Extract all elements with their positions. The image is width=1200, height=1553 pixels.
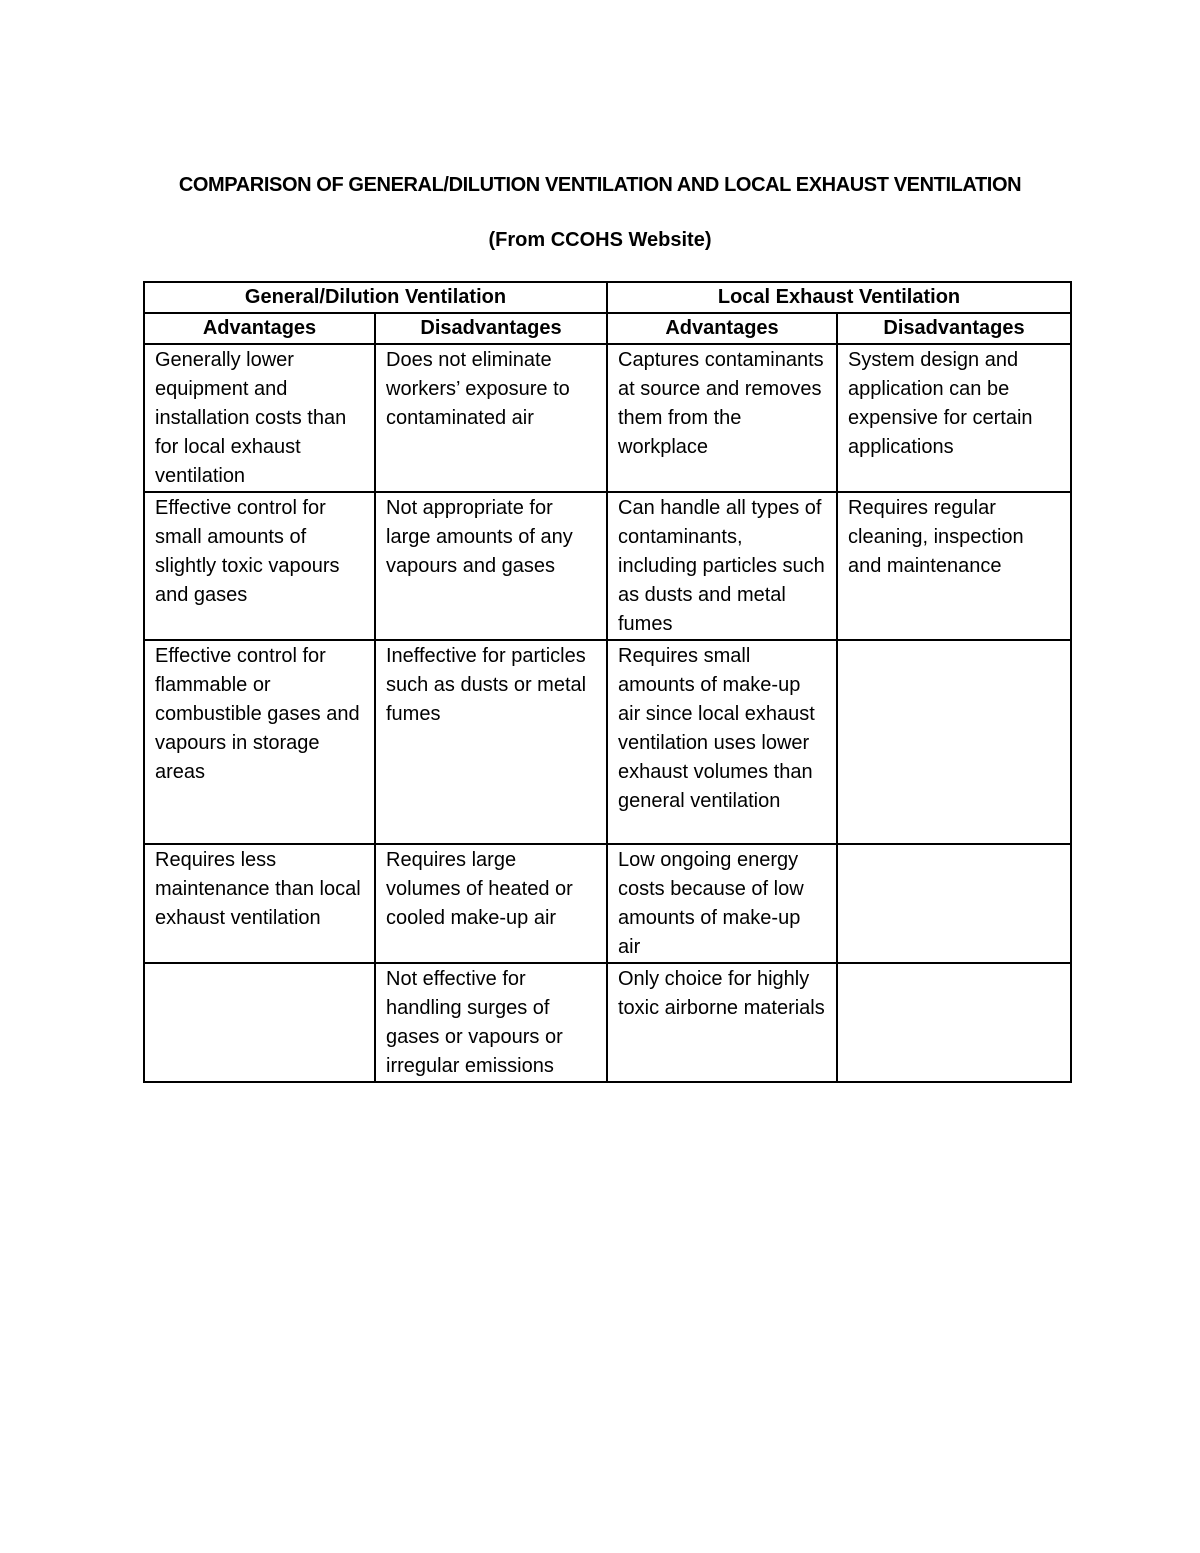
table-cell: Captures contaminants at source and removes them from the workplace [607,344,837,492]
table-cell: Not appropriate for large amounts of any vapours and gases [375,492,607,640]
comparison-table [143,281,1072,1083]
group-header-general-dilution: General/Dilution Ventilation [144,282,607,313]
table-cell: Not effective for handling surges of gases or vapours or irregular emissions [375,963,607,1082]
group-header-row [144,282,1071,313]
table-row [144,963,1071,1082]
column-header-local-advantages: Advantages [607,313,837,344]
column-header-general-advantages: Advantages [144,313,375,344]
table-cell: Requires less maintenance than local exhaust ventilation [144,844,375,963]
table-cell: System design and application can be expensive for certain applications [837,344,1071,492]
column-header-general-disadvantages: Disadvantages [375,313,607,344]
table-cell: Ineffective for particles such as dusts or metal fumes [375,640,607,844]
table-row [144,344,1071,492]
table-cell [837,640,1071,844]
table-cell: Can handle all types of contaminants, including particles such as dusts and metal fumes [607,492,837,640]
table-cell [837,963,1071,1082]
table-cell: Requires small amounts of make-up air since local exhaust ventilation uses lower exhaust volumes than general ventilation [607,640,837,844]
table-row [144,640,1071,844]
table-row [144,844,1071,963]
page-subtitle: (From CCOHS Website) [488,229,712,251]
table-cell: Requires regular cleaning, inspection and maintenance [837,492,1071,640]
table-row [144,492,1071,640]
table-cell: Only choice for highly toxic airborne materials [607,963,837,1082]
table-cell: Does not eliminate workers’ exposure to contaminated air [375,344,607,492]
column-header-local-disadvantages: Disadvantages [837,313,1071,344]
page-title: COMPARISON OF GENERAL/DILUTION VENTILATION AND LOCAL EXHAUST VENTILATION [178,174,1022,196]
group-header-local-exhaust: Local Exhaust Ventilation [607,282,1071,313]
table-cell: Effective control for small amounts of slightly toxic vapours and gases [144,492,375,640]
column-header-row [144,313,1071,344]
table-cell [144,963,375,1082]
table-cell [837,844,1071,963]
table-cell: Generally lower equipment and installation costs than for local exhaust ventilation [144,344,375,492]
table-cell: Low ongoing energy costs because of low amounts of make-up air [607,844,837,963]
table-cell: Requires large volumes of heated or cooled make-up air [375,844,607,963]
table-cell: Effective control for flammable or combustible gases and vapours in storage areas [144,640,375,844]
